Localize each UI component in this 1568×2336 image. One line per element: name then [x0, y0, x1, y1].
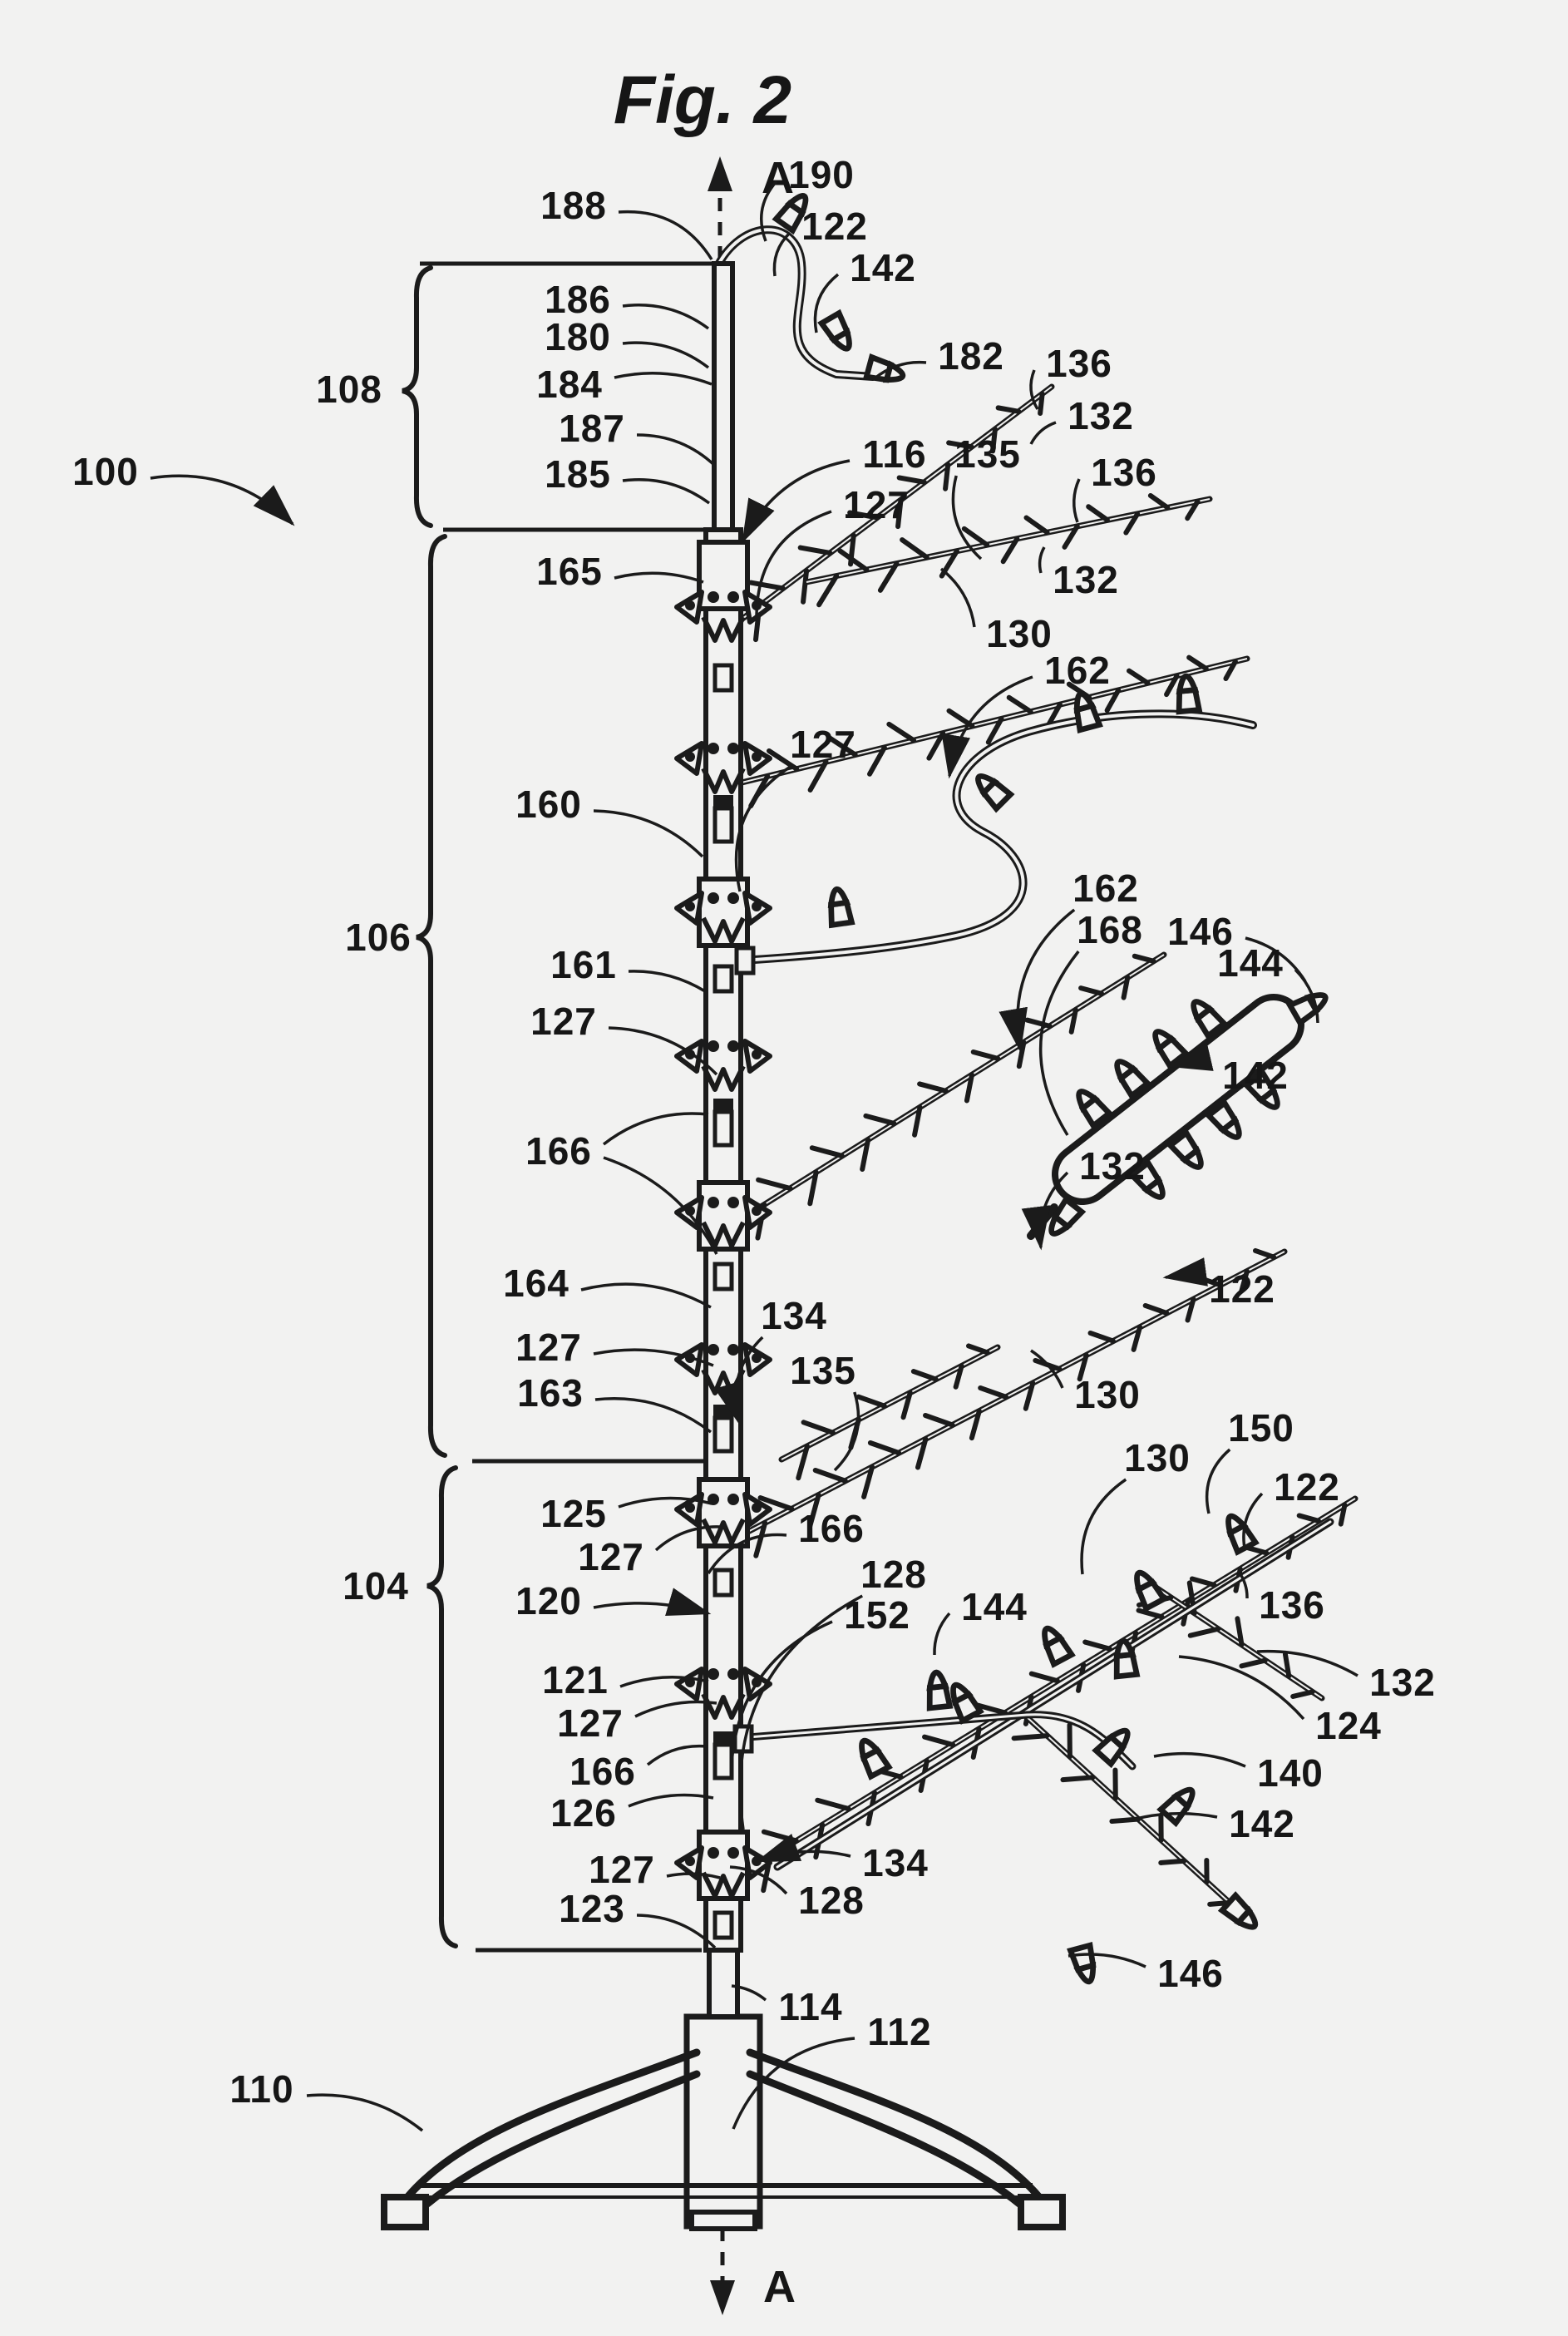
- trunk-slot: [715, 1418, 732, 1451]
- light-bulb: [855, 1736, 889, 1776]
- ref-label: 142: [1222, 1054, 1289, 1097]
- leader-line: [594, 1603, 708, 1613]
- ref-label-group: [545, 315, 708, 368]
- light-bulb: [1222, 1895, 1261, 1933]
- ref-label: 182: [938, 334, 1004, 378]
- base-center-pole: [687, 2017, 760, 2226]
- figure-title: Fig. 2: [613, 62, 792, 138]
- light-bulb: [1110, 1056, 1147, 1096]
- branch-needle: [801, 548, 831, 553]
- branch-needle: [1255, 1251, 1274, 1257]
- ref-label: 123: [559, 1887, 625, 1930]
- string-connector: [737, 948, 753, 973]
- ref-label: 185: [545, 452, 611, 496]
- ref-label: 186: [545, 278, 611, 321]
- branch-needle: [1139, 1611, 1162, 1617]
- branch-needle: [902, 540, 927, 557]
- ref-label: 135: [954, 432, 1021, 476]
- branch-needle: [751, 583, 783, 589]
- ref-label-group: [941, 569, 1053, 655]
- trunk-slot: [715, 1112, 732, 1145]
- ref-label: 144: [1217, 941, 1284, 985]
- branch-needle: [1026, 518, 1047, 533]
- branch-needle: [925, 1415, 953, 1425]
- trunk-connector: [699, 1832, 747, 1899]
- ref-label: 132: [1079, 1144, 1146, 1188]
- ref-label: 136: [1091, 451, 1157, 494]
- branch-needle: [1027, 1020, 1049, 1026]
- ref-label: 134: [761, 1294, 827, 1337]
- leader-line: [637, 1915, 715, 1948]
- ref-label: 122: [1274, 1465, 1340, 1509]
- ref-label: 187: [559, 407, 625, 450]
- branch-needle: [1146, 1306, 1167, 1313]
- ref-label: 128: [860, 1553, 927, 1596]
- ref-label: 188: [540, 184, 607, 227]
- light-bulb: [926, 1672, 950, 1708]
- light-bulb: [1038, 1624, 1072, 1664]
- ref-label: 120: [515, 1579, 582, 1622]
- branch-needle: [914, 1371, 936, 1380]
- trunk-slot: [715, 1913, 732, 1938]
- branch-needle: [969, 1346, 988, 1352]
- branch-needle: [764, 1832, 796, 1841]
- branch-needle: [803, 570, 806, 602]
- leader-line: [637, 435, 715, 466]
- ref-label: 163: [517, 1371, 584, 1415]
- leader-line: [1082, 1479, 1126, 1574]
- trunk-slot: [715, 808, 732, 842]
- ref-label-group: [536, 363, 712, 406]
- ref-label: 116: [862, 432, 927, 476]
- reference-labels: [72, 153, 1436, 2131]
- ref-label: 128: [798, 1879, 865, 1922]
- leader-line: [1041, 951, 1079, 1135]
- section-marker-bottom: A: [763, 2262, 796, 2312]
- ref-label: 127: [557, 1701, 624, 1745]
- ref-label: 134: [862, 1841, 929, 1884]
- ref-label-group: [316, 368, 382, 411]
- ref-label-group: [515, 783, 703, 857]
- branch-needle: [1241, 1661, 1265, 1667]
- leader-line: [614, 573, 703, 582]
- ref-label: 127: [843, 483, 910, 526]
- branch-needle: [758, 1180, 790, 1188]
- leader-line: [619, 212, 712, 259]
- ref-label: 142: [850, 246, 916, 289]
- ref-label: 122: [1209, 1267, 1275, 1311]
- ref-label: 144: [961, 1585, 1028, 1628]
- ref-label-group: [72, 450, 293, 524]
- branch-needle: [812, 1148, 842, 1156]
- ref-label-group: [550, 943, 705, 991]
- ref-label-group: [515, 1579, 708, 1622]
- ref-label: 127: [578, 1535, 644, 1578]
- branch-needle: [804, 1422, 833, 1433]
- ref-label: 104: [343, 1564, 409, 1608]
- trunk-bottom-pole: [709, 1950, 737, 2017]
- ref-label: 160: [515, 783, 582, 826]
- ref-label: 166: [798, 1507, 865, 1550]
- ref-label: 146: [1167, 910, 1234, 953]
- branch-needle: [974, 1052, 998, 1059]
- ref-label: 132: [1068, 394, 1134, 437]
- ref-label: 168: [1077, 908, 1143, 951]
- branch-needle: [1191, 1629, 1218, 1636]
- base-leg: [407, 2052, 697, 2197]
- ref-label-group: [1154, 1751, 1324, 1795]
- ref-label-group: [503, 1262, 711, 1307]
- ref-label: 127: [530, 1000, 597, 1043]
- branch-needle: [1040, 394, 1043, 414]
- light-bulb: [1161, 1784, 1199, 1823]
- light-bulb: [1044, 1199, 1082, 1239]
- leader-line: [648, 1746, 707, 1765]
- ref-label: 122: [801, 205, 868, 248]
- ref-label: 112: [867, 2010, 932, 2053]
- ref-label: 124: [1315, 1704, 1382, 1747]
- ref-label: 127: [589, 1848, 655, 1891]
- leader-line: [1154, 1754, 1245, 1766]
- branch-needle: [1299, 1515, 1319, 1520]
- branch-needle: [865, 1116, 894, 1124]
- ref-label: 132: [1369, 1661, 1436, 1704]
- branch-needle: [1014, 1736, 1048, 1738]
- ref-label: 121: [542, 1658, 609, 1701]
- ref-label: 136: [1259, 1583, 1325, 1627]
- branch-needle: [945, 465, 948, 489]
- base-leg: [750, 2052, 1039, 2197]
- ref-label: 142: [1229, 1802, 1295, 1845]
- ref-label: 166: [525, 1129, 592, 1173]
- leader-line: [623, 305, 708, 328]
- base-foot: [384, 2197, 426, 2227]
- light-bulb: [827, 888, 852, 926]
- light-bulb: [1072, 1086, 1109, 1126]
- leader-line: [941, 569, 974, 627]
- trunk-slot-tab: [713, 1731, 733, 1743]
- ref-label-group: [525, 1114, 717, 1254]
- trunk-slot-tab: [713, 1405, 733, 1416]
- trunk-connector: [699, 1479, 747, 1546]
- ref-label: 162: [1044, 649, 1111, 692]
- trunk-slot-tab: [713, 1099, 733, 1110]
- ref-label: 125: [540, 1492, 607, 1535]
- leader-line: [629, 1795, 713, 1806]
- branch-needle: [1081, 988, 1102, 994]
- ref-label-group: [345, 916, 412, 959]
- branch-needle: [1293, 1692, 1312, 1696]
- light-bulb: [1221, 1512, 1255, 1552]
- ref-label-group: [559, 1887, 715, 1948]
- section-marker-top: A: [762, 153, 794, 203]
- branch-needle: [1151, 496, 1167, 508]
- branch-needle: [1285, 1654, 1289, 1676]
- section-brace: [402, 268, 431, 526]
- ref-label: 130: [1124, 1436, 1191, 1479]
- ref-label-group: [1031, 394, 1134, 444]
- branch-needle: [1063, 1777, 1092, 1780]
- ref-label: 127: [515, 1326, 582, 1369]
- ref-label: 135: [790, 1349, 856, 1392]
- branch-needle: [1161, 1861, 1184, 1863]
- ref-label-group: [536, 550, 703, 593]
- leader-line: [1166, 1277, 1197, 1282]
- branch-needle: [1009, 698, 1031, 712]
- branch-needle: [870, 1443, 899, 1453]
- branch-needle: [1088, 506, 1107, 520]
- leader-line: [614, 373, 712, 384]
- ref-label: 100: [72, 450, 139, 493]
- ref-label-group: [934, 1585, 1028, 1655]
- trunk-slot: [715, 1570, 732, 1595]
- ref-label-group: [1082, 1436, 1191, 1574]
- ref-label-group: [229, 2067, 422, 2131]
- ref-label: 184: [536, 363, 603, 406]
- ref-label: 108: [316, 368, 382, 411]
- leader-line: [1040, 547, 1044, 573]
- light-bulb: [1071, 1945, 1099, 1984]
- ref-label: 110: [229, 2067, 294, 2111]
- leader-line: [150, 476, 293, 524]
- leader-line: [595, 1399, 711, 1432]
- leader-line: [1031, 422, 1056, 444]
- base-foot: [1021, 2197, 1063, 2227]
- ref-label-group: [557, 1701, 717, 1745]
- branch-needle: [859, 1397, 885, 1406]
- branch-needle: [1129, 671, 1147, 684]
- ref-label: 164: [503, 1262, 570, 1305]
- branch-needle: [980, 1388, 1006, 1397]
- ref-label-group: [550, 1791, 713, 1835]
- ref-label: 162: [1072, 867, 1139, 910]
- section-brace: [417, 536, 445, 1455]
- ref-label: 126: [550, 1791, 617, 1835]
- ref-label-group: [545, 452, 709, 503]
- light-bulb: [1130, 1568, 1164, 1608]
- branch-needle: [998, 407, 1019, 411]
- leader-line: [307, 2095, 422, 2131]
- ref-label: 127: [790, 723, 856, 766]
- ref-label: 190: [788, 153, 855, 196]
- trunk-connector: [699, 542, 747, 609]
- light-bulb: [1176, 675, 1199, 712]
- leader-line: [594, 811, 703, 857]
- branch-needle: [817, 1800, 848, 1809]
- ref-label-group: [540, 184, 712, 259]
- ref-label-group: [1040, 547, 1119, 601]
- ref-label: 150: [1228, 1406, 1294, 1450]
- leader-line: [934, 1613, 949, 1655]
- trunk-top-pole: [714, 264, 732, 530]
- base-tab: [692, 2212, 755, 2229]
- ref-label-group: [570, 1746, 707, 1793]
- trunk-slot: [715, 1264, 732, 1289]
- light-bulb: [1186, 996, 1224, 1036]
- leader-line: [623, 480, 709, 503]
- leader-line: [1207, 1450, 1230, 1514]
- leader-line: [629, 971, 705, 991]
- ref-label: 132: [1053, 558, 1119, 601]
- branch-needle: [1032, 1674, 1058, 1682]
- leader-line: [623, 343, 708, 368]
- light-bulb: [972, 770, 1011, 809]
- branch-needle: [1091, 1333, 1113, 1341]
- ref-label: 165: [536, 550, 603, 593]
- ref-label: 152: [844, 1593, 910, 1637]
- ref-label-group: [517, 1371, 711, 1432]
- ref-label: 130: [1074, 1373, 1141, 1416]
- ref-label: 166: [570, 1750, 636, 1793]
- trunk-slot: [715, 1745, 732, 1778]
- leader-line: [1074, 479, 1079, 522]
- branch-needle: [1189, 658, 1206, 669]
- leader-line: [581, 1284, 711, 1307]
- section-brace: [427, 1468, 456, 1946]
- trunk-slot-tab: [713, 795, 733, 807]
- ref-label: 180: [545, 315, 611, 358]
- leader-line: [604, 1114, 708, 1144]
- ref-label-group: [1127, 1802, 1295, 1845]
- ref-label: 140: [1257, 1751, 1324, 1795]
- branch-needle: [816, 1470, 846, 1481]
- branch-needle: [1192, 1579, 1214, 1585]
- ref-label: 146: [1157, 1952, 1224, 1995]
- branch-needle: [1135, 956, 1154, 961]
- tree-trunk: [699, 264, 753, 2017]
- ref-label: 106: [345, 916, 412, 959]
- branch-needle: [900, 477, 925, 482]
- ref-label: 136: [1046, 342, 1112, 385]
- tree-base: [384, 2017, 1063, 2229]
- branch-needle: [1085, 1642, 1110, 1649]
- light-bulb: [1209, 1103, 1246, 1143]
- branch-needle: [925, 1737, 953, 1746]
- ref-label: 161: [550, 943, 617, 986]
- light-bulb: [1171, 1133, 1208, 1173]
- light-bulb: [821, 314, 856, 353]
- ref-label: 114: [778, 1985, 843, 2028]
- trunk-slot: [715, 966, 732, 991]
- branch-needle: [920, 1084, 946, 1090]
- ref-label-group: [1240, 1574, 1325, 1627]
- branch-needle: [889, 724, 914, 740]
- ref-label: 130: [986, 612, 1053, 655]
- ref-label-group: [343, 1564, 409, 1608]
- trunk-slot: [715, 665, 732, 690]
- light-bulb: [1148, 1026, 1186, 1066]
